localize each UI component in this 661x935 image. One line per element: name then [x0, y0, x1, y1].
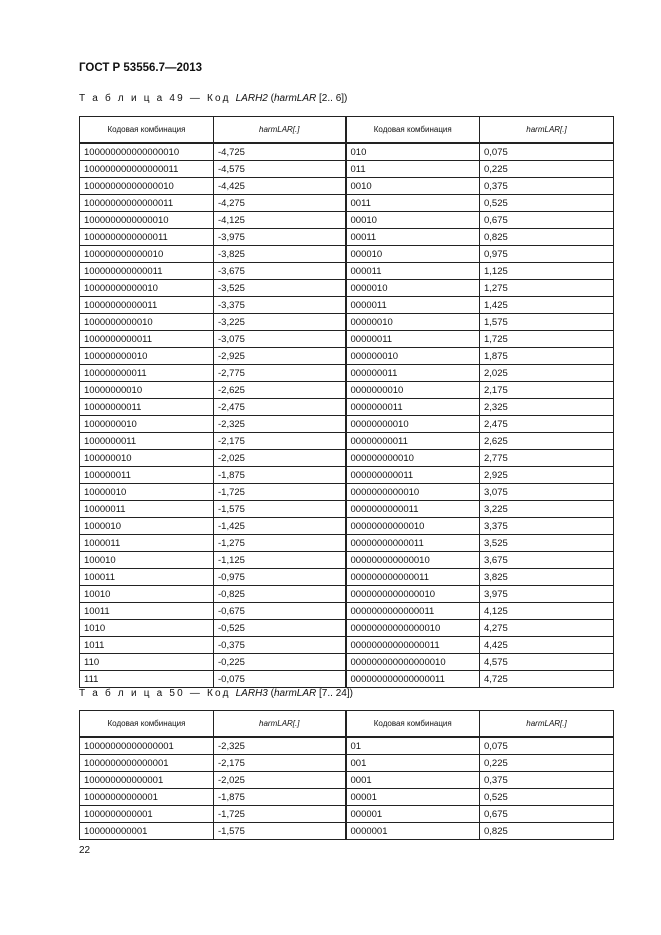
- value-cell: 0,525: [480, 195, 614, 212]
- table-row: [80, 603, 614, 620]
- value-cell: 0,375: [480, 178, 614, 195]
- table-row: [80, 501, 614, 518]
- value-cell: 2,175: [480, 382, 614, 399]
- caption-code: LARH3: [235, 688, 268, 699]
- code-cell: 10000000000000001: [80, 737, 214, 755]
- header-code-combination: Кодовая комбинация: [80, 117, 214, 144]
- code-cell: 1000010: [80, 518, 214, 535]
- value-cell: -4,725: [214, 143, 346, 161]
- table-row: [80, 518, 614, 535]
- code-cell: 100000000000010: [80, 246, 214, 263]
- code-cell: 100000010: [80, 450, 214, 467]
- code-cell: 00001: [346, 789, 480, 806]
- code-cell: 100000000000011: [80, 263, 214, 280]
- value-cell: -0,225: [214, 654, 346, 671]
- code-cell: 100000000010: [80, 348, 214, 365]
- code-cell: 000000000000010: [346, 552, 480, 569]
- value-cell: 2,625: [480, 433, 614, 450]
- value-cell: -3,375: [214, 297, 346, 314]
- header-harmlar: harmLAR[.]: [480, 711, 614, 738]
- value-cell: 0,525: [480, 789, 614, 806]
- code-cell: 01: [346, 737, 480, 755]
- table-50-caption: [79, 688, 353, 699]
- table-49-caption: [79, 93, 347, 104]
- code-cell: 110: [80, 654, 214, 671]
- value-cell: -2,325: [214, 737, 346, 755]
- value-cell: -0,825: [214, 586, 346, 603]
- value-cell: -3,825: [214, 246, 346, 263]
- table-row: [80, 806, 614, 823]
- value-cell: 0,675: [480, 212, 614, 229]
- value-cell: 0,375: [480, 772, 614, 789]
- code-cell: 10000000000000011: [80, 195, 214, 212]
- code-cell: 10010: [80, 586, 214, 603]
- page-number: 22: [79, 845, 91, 856]
- value-cell: -0,525: [214, 620, 346, 637]
- code-cell: 0011: [346, 195, 480, 212]
- value-cell: 0,075: [480, 737, 614, 755]
- code-cell: 1010: [80, 620, 214, 637]
- code-cell: 000000000011: [346, 467, 480, 484]
- code-cell: 000000000010: [346, 450, 480, 467]
- value-cell: -2,925: [214, 348, 346, 365]
- table-row: [80, 569, 614, 586]
- value-cell: -2,175: [214, 433, 346, 450]
- caption-prefix: Т а б л и ц а 50 — Код: [79, 688, 236, 699]
- table-row: [80, 280, 614, 297]
- caption-open: (: [267, 688, 274, 699]
- value-cell: 0,225: [480, 161, 614, 178]
- code-cell: 00000011: [346, 331, 480, 348]
- code-cell: 0010: [346, 178, 480, 195]
- value-cell: 3,825: [480, 569, 614, 586]
- code-cell: 1000000000011: [80, 331, 214, 348]
- code-cell: 0000000000000010: [346, 586, 480, 603]
- value-cell: -1,575: [214, 501, 346, 518]
- code-cell: 100000000000001: [80, 772, 214, 789]
- table-row: [80, 331, 614, 348]
- value-cell: -1,725: [214, 484, 346, 501]
- code-cell: 001: [346, 755, 480, 772]
- value-cell: -2,025: [214, 450, 346, 467]
- table-row: [80, 195, 614, 212]
- code-cell: 0000011: [346, 297, 480, 314]
- value-cell: 2,025: [480, 365, 614, 382]
- code-cell: 10000000000010: [80, 280, 214, 297]
- code-cell: 100000000001: [80, 823, 214, 840]
- table-row: [80, 348, 614, 365]
- value-cell: -2,175: [214, 755, 346, 772]
- value-cell: -3,225: [214, 314, 346, 331]
- value-cell: -2,775: [214, 365, 346, 382]
- table-row: [80, 433, 614, 450]
- table-row: [80, 161, 614, 178]
- table-row: [80, 552, 614, 569]
- code-cell: 0000010: [346, 280, 480, 297]
- caption-range: [7.. 24]): [316, 688, 353, 699]
- code-cell: 00000010: [346, 314, 480, 331]
- table-row: [80, 297, 614, 314]
- value-cell: 4,275: [480, 620, 614, 637]
- code-cell: 0001: [346, 772, 480, 789]
- code-cell: 1000011: [80, 535, 214, 552]
- value-cell: 3,675: [480, 552, 614, 569]
- value-cell: -1,575: [214, 823, 346, 840]
- code-cell: 000000000000000011: [346, 671, 480, 688]
- code-cell: 0000000000000011: [346, 603, 480, 620]
- value-cell: 3,375: [480, 518, 614, 535]
- value-cell: -3,075: [214, 331, 346, 348]
- value-cell: 0,225: [480, 755, 614, 772]
- value-cell: 4,425: [480, 637, 614, 654]
- code-cell: 111: [80, 671, 214, 688]
- code-cell: 0000001: [346, 823, 480, 840]
- code-cell: 00000000000011: [346, 535, 480, 552]
- value-cell: -3,525: [214, 280, 346, 297]
- code-cell: 000000010: [346, 348, 480, 365]
- table-row: [80, 314, 614, 331]
- table-row: [80, 772, 614, 789]
- value-cell: -4,275: [214, 195, 346, 212]
- code-cell: 10000000000011: [80, 297, 214, 314]
- code-cell: 1000000000000011: [80, 229, 214, 246]
- code-cell: 000000011: [346, 365, 480, 382]
- value-cell: -0,675: [214, 603, 346, 620]
- table-row: [80, 484, 614, 501]
- value-cell: 1,725: [480, 331, 614, 348]
- value-cell: 3,525: [480, 535, 614, 552]
- table-row: [80, 365, 614, 382]
- code-cell: 00000000000010: [346, 518, 480, 535]
- table-row: [80, 671, 614, 688]
- code-cell: 1000000011: [80, 433, 214, 450]
- value-cell: -0,075: [214, 671, 346, 688]
- table-row: [80, 382, 614, 399]
- value-cell: 1,575: [480, 314, 614, 331]
- code-cell: 000010: [346, 246, 480, 263]
- value-cell: 3,225: [480, 501, 614, 518]
- code-cell: 10000011: [80, 501, 214, 518]
- table-row: [80, 416, 614, 433]
- value-cell: -2,325: [214, 416, 346, 433]
- value-cell: 1,425: [480, 297, 614, 314]
- value-cell: -0,375: [214, 637, 346, 654]
- code-cell: 1000000000001: [80, 806, 214, 823]
- header-code-combination: Кодовая комбинация: [346, 711, 480, 738]
- code-cell: 100000000000000010: [80, 143, 214, 161]
- value-cell: 2,475: [480, 416, 614, 433]
- code-cell: 10000000011: [80, 399, 214, 416]
- value-cell: 0,675: [480, 806, 614, 823]
- value-cell: 1,875: [480, 348, 614, 365]
- value-cell: -1,875: [214, 789, 346, 806]
- table-row: [80, 229, 614, 246]
- code-cell: 100000000011: [80, 365, 214, 382]
- table-row: [80, 737, 614, 755]
- header-harmlar: harmLAR[.]: [214, 711, 346, 738]
- table-row: [80, 586, 614, 603]
- caption-param: harmLAR: [273, 688, 317, 699]
- value-cell: 0,825: [480, 823, 614, 840]
- document-standard-header: ГОСТ Р 53556.7—2013: [79, 62, 203, 74]
- code-cell: 00000000000000010: [346, 620, 480, 637]
- caption-prefix: Т а б л и ц а 49 — Код: [79, 93, 236, 104]
- code-cell: 010: [346, 143, 480, 161]
- header-code-combination: Кодовая комбинация: [346, 117, 480, 144]
- code-cell: 00010: [346, 212, 480, 229]
- value-cell: 4,125: [480, 603, 614, 620]
- table-row: [80, 620, 614, 637]
- value-cell: -4,575: [214, 161, 346, 178]
- value-cell: -0,975: [214, 569, 346, 586]
- value-cell: 3,975: [480, 586, 614, 603]
- code-cell: 00011: [346, 229, 480, 246]
- value-cell: 4,725: [480, 671, 614, 688]
- code-cell: 10000000010: [80, 382, 214, 399]
- code-cell: 10011: [80, 603, 214, 620]
- value-cell: 2,325: [480, 399, 614, 416]
- value-cell: -4,125: [214, 212, 346, 229]
- table-row: [80, 399, 614, 416]
- table-row: [80, 450, 614, 467]
- table-row: [80, 143, 614, 161]
- code-cell: 00000000011: [346, 433, 480, 450]
- value-cell: 0,825: [480, 229, 614, 246]
- table-header-row: [80, 117, 614, 144]
- code-cell: 1000000010: [80, 416, 214, 433]
- table-row: [80, 637, 614, 654]
- code-cell: 011: [346, 161, 480, 178]
- header-harmlar: harmLAR[.]: [480, 117, 614, 144]
- value-cell: 0,075: [480, 143, 614, 161]
- code-cell: 100010: [80, 552, 214, 569]
- value-cell: -1,875: [214, 467, 346, 484]
- table-row: [80, 789, 614, 806]
- value-cell: 3,075: [480, 484, 614, 501]
- table-row: [80, 654, 614, 671]
- table-row: [80, 178, 614, 195]
- code-cell: 100011: [80, 569, 214, 586]
- code-cell: 000000000000000010: [346, 654, 480, 671]
- code-cell: 000001: [346, 806, 480, 823]
- code-cell: 1000000000000001: [80, 755, 214, 772]
- code-cell: 1000000000010: [80, 314, 214, 331]
- value-cell: -2,625: [214, 382, 346, 399]
- code-cell: 10000000000001: [80, 789, 214, 806]
- header-harmlar: harmLAR[.]: [214, 117, 346, 144]
- value-cell: -1,725: [214, 806, 346, 823]
- caption-code: LARH2: [235, 93, 268, 104]
- value-cell: -3,975: [214, 229, 346, 246]
- value-cell: 1,275: [480, 280, 614, 297]
- table-row: [80, 535, 614, 552]
- value-cell: -2,025: [214, 772, 346, 789]
- table-header-row: [80, 711, 614, 738]
- value-cell: 2,925: [480, 467, 614, 484]
- code-cell: 000000000000011: [346, 569, 480, 586]
- code-cell: 100000011: [80, 467, 214, 484]
- value-cell: -1,425: [214, 518, 346, 535]
- code-cell: 00000000010: [346, 416, 480, 433]
- value-cell: -2,475: [214, 399, 346, 416]
- code-cell: 0000000000011: [346, 501, 480, 518]
- code-cell: 10000010: [80, 484, 214, 501]
- code-cell: 000011: [346, 263, 480, 280]
- caption-param: harmLAR: [273, 93, 317, 104]
- table-row: [80, 755, 614, 772]
- code-cell: 0000000010: [346, 382, 480, 399]
- value-cell: -3,675: [214, 263, 346, 280]
- table-50: [79, 710, 614, 840]
- caption-open: (: [267, 93, 274, 104]
- code-cell: 00000000000000011: [346, 637, 480, 654]
- table-row: [80, 263, 614, 280]
- value-cell: 4,575: [480, 654, 614, 671]
- caption-range: [2.. 6]): [316, 93, 348, 104]
- code-cell: 1011: [80, 637, 214, 654]
- code-cell: 100000000000000011: [80, 161, 214, 178]
- code-cell: 1000000000000010: [80, 212, 214, 229]
- code-cell: 10000000000000010: [80, 178, 214, 195]
- table-row: [80, 823, 614, 840]
- value-cell: -1,125: [214, 552, 346, 569]
- value-cell: -4,425: [214, 178, 346, 195]
- code-cell: 0000000011: [346, 399, 480, 416]
- header-code-combination: Кодовая комбинация: [80, 711, 214, 738]
- table-49: [79, 116, 614, 688]
- value-cell: 1,125: [480, 263, 614, 280]
- value-cell: 2,775: [480, 450, 614, 467]
- table-row: [80, 467, 614, 484]
- table-row: [80, 246, 614, 263]
- value-cell: -1,275: [214, 535, 346, 552]
- code-cell: 0000000000010: [346, 484, 480, 501]
- value-cell: 0,975: [480, 246, 614, 263]
- table-row: [80, 212, 614, 229]
